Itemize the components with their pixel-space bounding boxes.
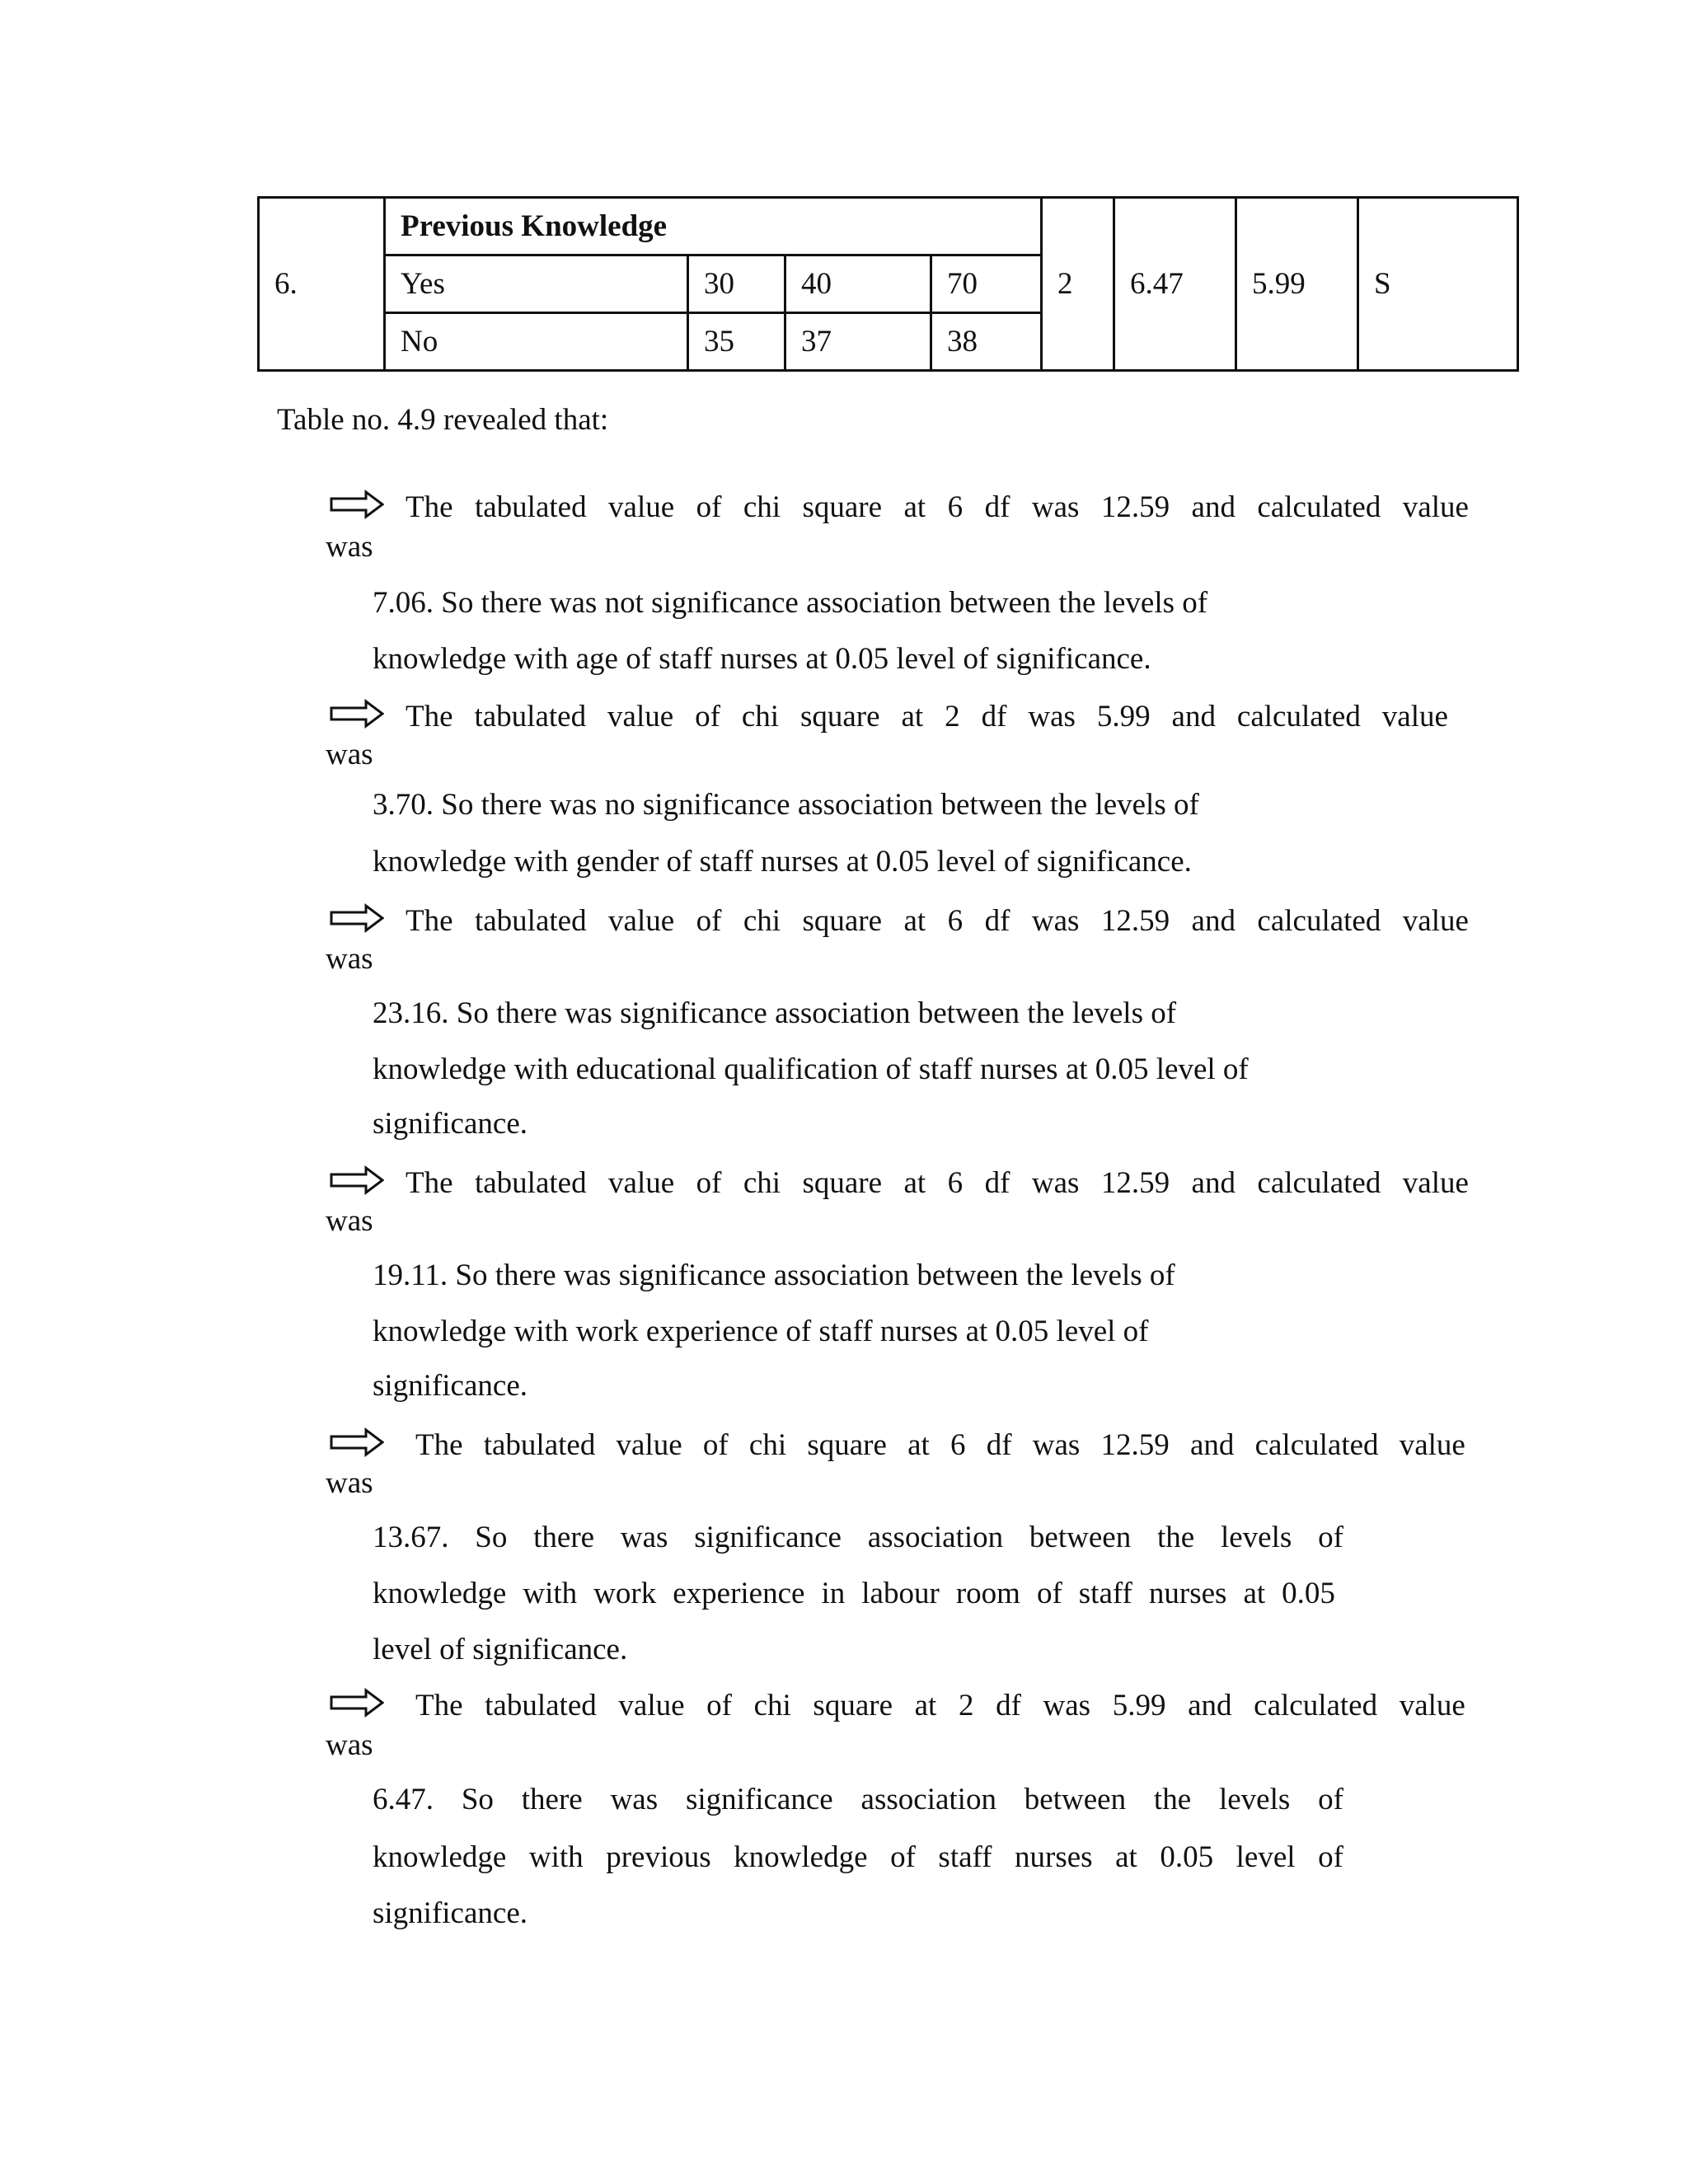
word: value bbox=[608, 490, 675, 524]
word: square bbox=[807, 1428, 887, 1462]
table-intro-text: Table no. 4.9 revealed that: bbox=[277, 403, 609, 437]
count-cell: 30 bbox=[688, 255, 785, 313]
word: 0.05 bbox=[1282, 1577, 1335, 1610]
category-label-cell: Yes bbox=[385, 255, 688, 313]
word: chi bbox=[741, 700, 780, 733]
word: significance bbox=[694, 1521, 842, 1554]
word: value bbox=[616, 1428, 682, 1462]
bullet-line: knowledge with age of staff nurses at 0.05 level of significance. bbox=[373, 642, 1151, 676]
word: and bbox=[1189, 1428, 1235, 1462]
word: square bbox=[802, 904, 883, 938]
word: was bbox=[1028, 700, 1076, 733]
bullet-wrap-word: was bbox=[326, 1466, 373, 1500]
double-arrow-icon bbox=[330, 1688, 384, 1718]
word: with bbox=[528, 1840, 584, 1874]
word: association bbox=[867, 1521, 1004, 1554]
word: df bbox=[996, 1689, 1021, 1722]
word: chi bbox=[743, 1166, 781, 1200]
word: knowledge bbox=[373, 1577, 507, 1610]
word: 12.59 bbox=[1100, 490, 1170, 524]
word: df bbox=[981, 700, 1007, 733]
variable-header-cell: Previous Knowledge bbox=[385, 198, 1042, 255]
word: was bbox=[1043, 1689, 1091, 1722]
word: value bbox=[618, 1689, 685, 1722]
bullet-line: level of significance. bbox=[373, 1633, 628, 1666]
word: of bbox=[1318, 1783, 1343, 1816]
word: square bbox=[813, 1689, 893, 1722]
count-cell: 37 bbox=[785, 313, 931, 371]
word: at bbox=[903, 904, 926, 938]
bullet-first-line bbox=[415, 1427, 1465, 1463]
word: of bbox=[1318, 1521, 1343, 1554]
bullet-line: knowledge with work experience of staff nurses at 0.05 level of bbox=[373, 1315, 1149, 1348]
word: So bbox=[475, 1521, 508, 1554]
word: levels bbox=[1220, 1521, 1292, 1554]
double-arrow-icon bbox=[330, 699, 384, 729]
bullet-line: significance. bbox=[373, 1369, 528, 1403]
bullet-wrap-word: was bbox=[326, 1204, 373, 1238]
word: knowledge bbox=[734, 1840, 868, 1874]
word: was bbox=[1032, 1428, 1081, 1462]
word: 6 bbox=[947, 1166, 964, 1200]
word: was bbox=[620, 1521, 668, 1554]
word: value bbox=[1402, 904, 1469, 938]
word: 13.67. bbox=[373, 1521, 449, 1554]
bullet-line bbox=[373, 1576, 1335, 1611]
count-cell: 35 bbox=[688, 313, 785, 371]
word: 6 bbox=[947, 904, 964, 938]
word: level bbox=[1236, 1840, 1296, 1874]
word: and bbox=[1191, 904, 1236, 938]
word: at bbox=[1243, 1577, 1266, 1610]
word: tabulated bbox=[474, 904, 587, 938]
word: room bbox=[955, 1577, 1020, 1610]
word: was bbox=[610, 1783, 659, 1816]
word: calculated bbox=[1254, 1428, 1379, 1462]
word: of bbox=[696, 904, 722, 938]
word: The bbox=[415, 1428, 463, 1462]
word: df bbox=[984, 490, 1010, 524]
word: The bbox=[406, 490, 453, 524]
word: the bbox=[1153, 1783, 1192, 1816]
bullet-line bbox=[373, 1520, 1343, 1555]
word: at bbox=[901, 700, 924, 733]
word: with bbox=[523, 1577, 578, 1610]
word: nurses bbox=[1015, 1840, 1093, 1874]
calculated-value-cell: 6.47 bbox=[1114, 198, 1236, 371]
word: calculated bbox=[1257, 1166, 1381, 1200]
word: 2 bbox=[945, 700, 960, 733]
bullet-first-line bbox=[406, 903, 1469, 939]
word: So bbox=[461, 1783, 494, 1816]
word: of bbox=[696, 1166, 722, 1200]
bullet-line: knowledge with educational qualification of staff nurses at 0.05 level of bbox=[373, 1052, 1249, 1086]
word: the bbox=[1156, 1521, 1195, 1554]
word: of bbox=[696, 490, 722, 524]
word: value bbox=[1399, 1689, 1465, 1722]
word: nurses bbox=[1148, 1577, 1227, 1610]
word: levels bbox=[1218, 1783, 1291, 1816]
word: previous bbox=[606, 1840, 711, 1874]
bullet-line: 23.16. So there was significance association between the levels of bbox=[373, 996, 1177, 1030]
row-number-cell: 6. bbox=[259, 198, 385, 371]
word: square bbox=[802, 490, 883, 524]
word: tabulated bbox=[474, 490, 587, 524]
bullet-line: significance. bbox=[373, 1896, 528, 1930]
word: chi bbox=[748, 1428, 787, 1462]
count-cell: 40 bbox=[785, 255, 931, 313]
bullet-line: 19.11. So there was significance association between the levels of bbox=[373, 1258, 1175, 1292]
word: value bbox=[608, 1166, 675, 1200]
word: 12.59 bbox=[1100, 904, 1170, 938]
bullet-wrap-word: was bbox=[326, 942, 373, 976]
bullet-line: significance. bbox=[373, 1107, 528, 1141]
bullet-first-line bbox=[415, 1688, 1465, 1723]
df-cell: 2 bbox=[1042, 198, 1114, 371]
word: 6.47. bbox=[373, 1783, 434, 1816]
word: tabulated bbox=[485, 1689, 597, 1722]
bullet-line: knowledge with gender of staff nurses at 0.05 level of significance. bbox=[373, 845, 1192, 879]
word: 5.99 bbox=[1096, 700, 1151, 733]
word: value bbox=[1402, 490, 1469, 524]
word: calculated bbox=[1257, 490, 1381, 524]
double-arrow-icon bbox=[330, 490, 384, 519]
bullet-first-line bbox=[406, 699, 1448, 734]
word: of bbox=[702, 1428, 729, 1462]
word: and bbox=[1191, 1166, 1236, 1200]
result-cell: S bbox=[1358, 198, 1518, 371]
bullet-wrap-word: was bbox=[326, 738, 373, 771]
word: and bbox=[1191, 490, 1236, 524]
word: experience bbox=[673, 1577, 805, 1610]
double-arrow-icon bbox=[330, 1427, 384, 1457]
word: calculated bbox=[1254, 1689, 1378, 1722]
word: there bbox=[533, 1521, 595, 1554]
word: tabulated bbox=[474, 700, 587, 733]
double-arrow-icon bbox=[330, 1165, 384, 1195]
word: 0.05 bbox=[1160, 1840, 1214, 1874]
word: was bbox=[1031, 490, 1080, 524]
tabulated-value-cell: 5.99 bbox=[1236, 198, 1358, 371]
word: square bbox=[799, 700, 880, 733]
word: at bbox=[1115, 1840, 1137, 1874]
word: significance bbox=[685, 1783, 833, 1816]
bullet-first-line bbox=[406, 490, 1469, 525]
word: The bbox=[415, 1689, 463, 1722]
word: chi bbox=[743, 904, 781, 938]
word: work bbox=[593, 1577, 657, 1610]
word: value bbox=[607, 700, 674, 733]
association-table bbox=[257, 196, 1519, 372]
word: chi bbox=[753, 1689, 791, 1722]
word: 2 bbox=[958, 1689, 974, 1722]
word: df bbox=[984, 1166, 1010, 1200]
word: and bbox=[1171, 700, 1216, 733]
word: 6 bbox=[947, 490, 964, 524]
word: 6 bbox=[950, 1428, 966, 1462]
word: tabulated bbox=[474, 1166, 587, 1200]
word: 12.59 bbox=[1100, 1428, 1170, 1462]
word: at bbox=[903, 490, 926, 524]
word: square bbox=[802, 1166, 883, 1200]
word: The bbox=[406, 700, 453, 733]
word: there bbox=[521, 1783, 583, 1816]
word: calculated bbox=[1257, 904, 1381, 938]
word: at bbox=[903, 1166, 926, 1200]
word: value bbox=[1381, 700, 1448, 733]
word: df bbox=[986, 1428, 1012, 1462]
word: calculated bbox=[1236, 700, 1361, 733]
bullet-wrap-word: was bbox=[326, 530, 373, 564]
word: labour bbox=[861, 1577, 940, 1610]
bullet-line bbox=[373, 1840, 1343, 1875]
word: staff bbox=[938, 1840, 992, 1874]
word: staff bbox=[1078, 1577, 1132, 1610]
word: at bbox=[914, 1689, 937, 1722]
word: value bbox=[1402, 1166, 1469, 1200]
word: and bbox=[1188, 1689, 1232, 1722]
count-cell: 38 bbox=[931, 313, 1042, 371]
word: knowledge bbox=[373, 1840, 507, 1874]
word: 12.59 bbox=[1100, 1166, 1170, 1200]
word: value bbox=[1399, 1428, 1465, 1462]
category-label-cell: No bbox=[385, 313, 688, 371]
word: between bbox=[1029, 1521, 1132, 1554]
count-cell: 70 bbox=[931, 255, 1042, 313]
word: chi bbox=[743, 490, 781, 524]
word: at bbox=[907, 1428, 930, 1462]
bullet-line bbox=[373, 1782, 1343, 1817]
word: 5.99 bbox=[1112, 1689, 1166, 1722]
bullet-line: 3.70. So there was no significance association between the levels of bbox=[373, 788, 1199, 822]
word: The bbox=[406, 904, 453, 938]
word: The bbox=[406, 1166, 453, 1200]
word: of bbox=[890, 1840, 916, 1874]
word: df bbox=[984, 904, 1010, 938]
word: of bbox=[706, 1689, 732, 1722]
bullet-first-line bbox=[406, 1165, 1469, 1201]
word: tabulated bbox=[483, 1428, 596, 1462]
word: in bbox=[821, 1577, 846, 1610]
word: value bbox=[608, 904, 675, 938]
word: between bbox=[1024, 1783, 1127, 1816]
bullet-wrap-word: was bbox=[326, 1728, 373, 1762]
word: association bbox=[860, 1783, 996, 1816]
word: of bbox=[1318, 1840, 1343, 1874]
word: was bbox=[1031, 904, 1080, 938]
bullet-line: 7.06. So there was not significance association between the levels of bbox=[373, 586, 1208, 620]
word: of bbox=[695, 700, 720, 733]
double-arrow-icon bbox=[330, 903, 384, 933]
word: was bbox=[1031, 1166, 1080, 1200]
word: of bbox=[1036, 1577, 1062, 1610]
